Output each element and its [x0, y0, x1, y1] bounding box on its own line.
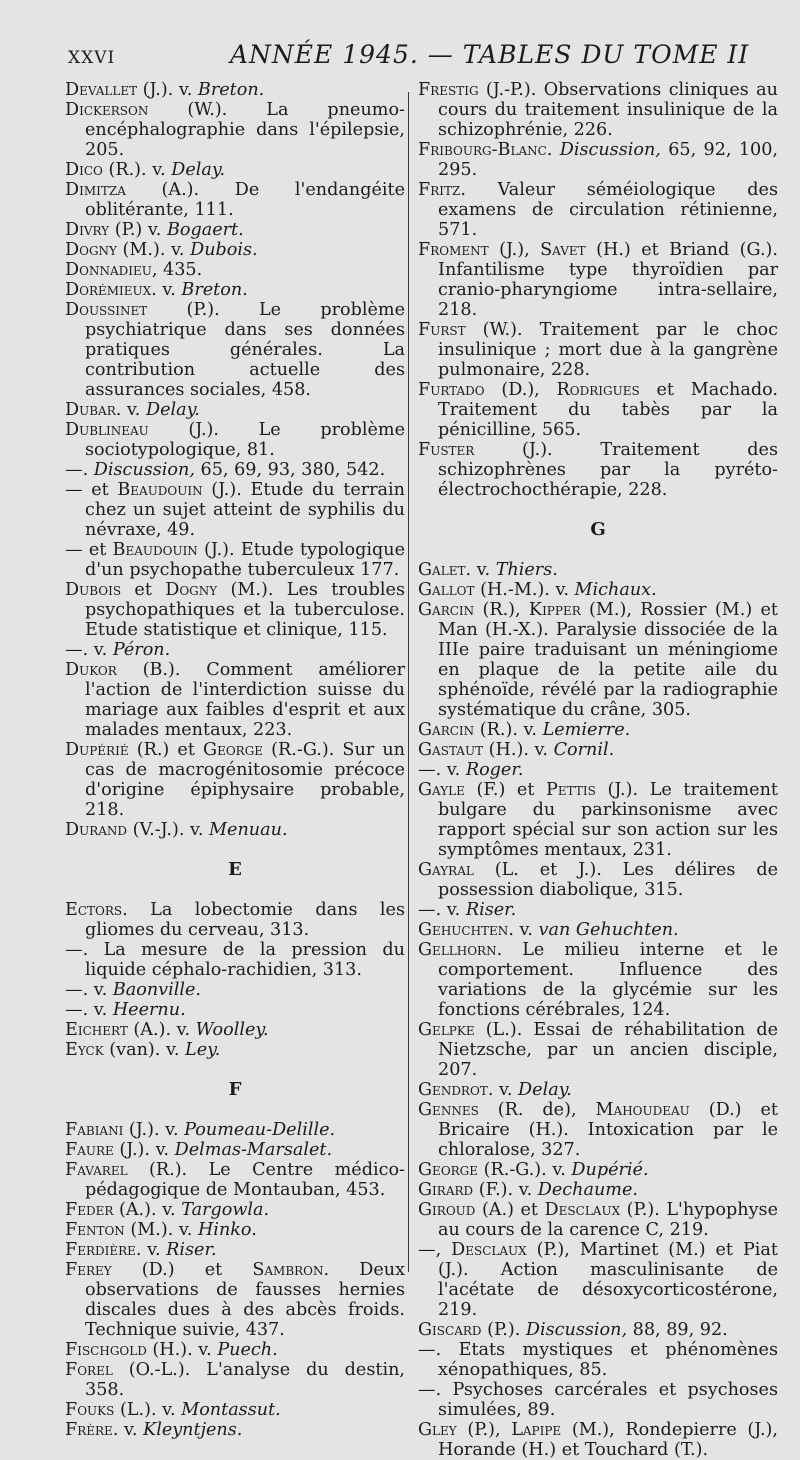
- coauthor-name: Rodrigues: [556, 380, 640, 400]
- author-name: Fuster: [418, 440, 475, 460]
- left-column: [65, 80, 405, 1440]
- index-entry: [418, 1160, 778, 1180]
- author-name: Ectors: [65, 900, 123, 920]
- cross-reference: Heernu.: [112, 1000, 186, 1020]
- cross-reference: Baonville.: [112, 980, 201, 1000]
- cross-reference: Menuau.: [209, 820, 288, 840]
- entry-text: . v.: [112, 1420, 144, 1440]
- author-name: Frère: [65, 1420, 113, 1440]
- index-entry: [418, 1340, 778, 1380]
- entry-text: (R.-G.). v.: [478, 1160, 572, 1180]
- cross-reference: Poumeau-Delille.: [184, 1120, 336, 1140]
- index-entry: [418, 1240, 778, 1320]
- index-entry: [418, 760, 778, 780]
- author-name: Dorémieux: [65, 280, 152, 300]
- cross-reference: Woolley.: [195, 1020, 269, 1040]
- section-letter: G: [590, 519, 606, 540]
- author-name: Fischgold: [65, 1340, 147, 1360]
- author-name: Eyck: [65, 1040, 104, 1060]
- entry-text: (J.). v.: [137, 80, 198, 100]
- index-entry: [418, 1100, 778, 1160]
- coauthor-name: Mahoudeau: [595, 1100, 690, 1120]
- entry-text: (A.). v.: [113, 1200, 182, 1220]
- cross-reference: Cornil.: [553, 740, 615, 760]
- index-entry: [65, 1340, 405, 1360]
- entry-text: (J.). Le traitement bulgare du parkinsonisme avec rapport spécial sur son action sur les symptômes mentaux, 231.: [438, 780, 778, 860]
- index-entry: [418, 560, 778, 580]
- index-entry: [65, 980, 405, 1000]
- index-entry: [65, 640, 405, 660]
- index-entry: [65, 240, 405, 260]
- index-entry: [418, 80, 778, 140]
- index-entry: [418, 180, 778, 240]
- cross-reference: Kleyntjens.: [143, 1420, 243, 1440]
- entry-text: (A.). v.: [127, 1020, 196, 1040]
- author-name: Furtado: [418, 380, 485, 400]
- index-entry: [65, 1260, 405, 1340]
- entry-text: et Machado. Traitement du tabès par la pénicilline, 565.: [438, 380, 779, 440]
- index-entry: [65, 220, 405, 240]
- cross-reference: Breton.: [181, 280, 248, 300]
- cross-reference: Lemierre.: [542, 720, 631, 740]
- author-name: George: [418, 1160, 479, 1180]
- entry-text: (van). v.: [103, 1040, 186, 1060]
- author-name: Devallet: [65, 80, 138, 100]
- index-entry: [418, 1080, 778, 1100]
- entry-text: . v.: [487, 1080, 519, 1100]
- author-name: Fritz: [418, 180, 461, 200]
- index-entry: [418, 1180, 778, 1200]
- author-name: Favarel: [65, 1160, 128, 1180]
- entry-text: (W.). La pneumo-encéphalographie dans l'épilepsie, 205.: [85, 100, 405, 160]
- cross-reference: Discussion,: [559, 140, 661, 160]
- cross-reference: Discussion,: [93, 460, 195, 480]
- entry-text: (R. de),: [478, 1100, 596, 1120]
- entry-text: (P.). L'hypophyse au cours de la carence C, 219.: [438, 1200, 778, 1240]
- index-entry: [65, 1400, 405, 1420]
- index-entry: [65, 1140, 405, 1160]
- author-name: Donnadieu: [65, 260, 152, 280]
- entry-text: —.: [65, 460, 94, 480]
- cross-reference: Ley.: [185, 1040, 221, 1060]
- coauthor-name: Beaudouin: [117, 480, 203, 500]
- author-name: Eichert: [65, 1020, 128, 1040]
- entry-text: (P.) v.: [109, 220, 167, 240]
- entry-text: , 435.: [151, 260, 203, 280]
- entry-text: —,: [418, 1240, 452, 1260]
- index-entry: [65, 660, 405, 740]
- entry-text: (D.) et Bricaire (H.). Intoxication par le chloralose, 327.: [438, 1100, 778, 1160]
- entry-text: (F.). v.: [473, 1180, 538, 1200]
- author-name: Dimitza: [65, 180, 126, 200]
- entry-text: (B.). Comment améliorer l'action de l'interdiction suisse du mariage aux faibles d'esprit et aux malades mentaux, 223.: [85, 660, 405, 740]
- entry-text: . v.: [508, 920, 539, 940]
- entry-text: —. v.: [65, 640, 113, 660]
- entry-text: (R.). Le Centre médico-pédagogique de Montauban, 453.: [85, 1160, 405, 1200]
- entry-text: . La lobectomie dans les gliomes du cerveau, 313.: [85, 900, 405, 940]
- author-name: Gehuchten: [418, 920, 509, 940]
- entry-text: (J.),: [488, 240, 541, 260]
- running-title: ANNÉE 1945. — TABLES DU TOME II: [230, 40, 750, 69]
- index-entry: [65, 260, 405, 280]
- entry-text: (J.). Etude typologique d'un psychopathe tuberculeux 177.: [85, 540, 405, 580]
- entry-text: (R.) et: [128, 740, 204, 760]
- coauthor-name: Sambron: [252, 1260, 324, 1280]
- entry-text: (H.-M.). v.: [474, 580, 575, 600]
- entry-text: (D.),: [484, 380, 557, 400]
- index-entry: [418, 1200, 778, 1240]
- entry-text: . v.: [465, 560, 496, 580]
- entry-text: (D.) et: [111, 1260, 253, 1280]
- index-entry: [65, 300, 405, 400]
- cross-reference: Thiers.: [495, 560, 558, 580]
- entry-text: 88, 89, 92.: [627, 1320, 728, 1340]
- entry-text: (F.) et: [464, 780, 547, 800]
- index-entry: [65, 80, 405, 100]
- author-name: Gayral: [418, 860, 474, 880]
- author-name: Durand: [65, 820, 128, 840]
- coauthor-name: Pettis: [546, 780, 596, 800]
- cross-reference: Roger.: [465, 760, 524, 780]
- cross-reference: Delmas-Marsalet.: [174, 1140, 333, 1160]
- entry-text: . v.: [151, 280, 182, 300]
- index-entry: [418, 940, 778, 1020]
- cross-reference: Discussion,: [525, 1320, 628, 1340]
- index-entry: [65, 580, 405, 640]
- cross-reference: Riser.: [465, 900, 517, 920]
- author-name: Garcin: [418, 600, 475, 620]
- entry-text: (L. et J.). Les délires de possession diabolique, 315.: [438, 860, 778, 900]
- coauthor-name: Savet: [540, 240, 586, 260]
- coauthor-name: Dogny: [165, 580, 218, 600]
- author-name: Ferey: [65, 1260, 112, 1280]
- index-entry: [65, 1000, 405, 1020]
- author-name: Gennes: [418, 1100, 479, 1120]
- author-name: Gelpke: [418, 1020, 475, 1040]
- index-entry: [65, 1040, 405, 1060]
- coauthor-name: Desclaux: [451, 1240, 527, 1260]
- author-name: Froment: [418, 240, 489, 260]
- author-name: Girard: [418, 1180, 474, 1200]
- entry-text: (H.). v.: [483, 740, 554, 760]
- entry-text: —. v.: [418, 900, 466, 920]
- index-entry: [65, 1420, 405, 1440]
- entry-text: (H.) et Briand (G.). Infantilisme type thyroïdien par cranio-pharyngiome intra-sellaire, 218.: [438, 240, 778, 320]
- entry-text: (M.). v.: [116, 240, 191, 260]
- entry-text: (J.). v.: [123, 1120, 185, 1140]
- cross-reference: Delay.: [171, 160, 226, 180]
- index-entry: [418, 380, 778, 440]
- entry-text: (P.).: [481, 1320, 526, 1340]
- entry-text: . Deux observations de fausses hernies discales dues à des abcès froids. Technique suivie, 437.: [85, 1260, 405, 1340]
- entry-text: (V.-J.). v.: [127, 820, 210, 840]
- index-entry: [418, 600, 778, 720]
- author-name: Divry: [65, 220, 110, 240]
- index-entry: [418, 140, 778, 180]
- cross-reference: Bogaert.: [166, 220, 244, 240]
- right-column: [418, 80, 778, 1460]
- author-name: Fribourg-Blanc: [418, 140, 547, 160]
- author-name: Dico: [65, 160, 103, 180]
- index-entry: [65, 1220, 405, 1240]
- index-entry: [65, 1120, 405, 1140]
- index-entry: [418, 240, 778, 320]
- entry-text: (R.),: [474, 600, 529, 620]
- index-entry: [65, 1200, 405, 1220]
- author-name: Dogny: [65, 240, 117, 260]
- author-name: Doussinet: [65, 300, 148, 320]
- author-name: Dubar: [65, 400, 116, 420]
- entry-text: — et: [65, 540, 113, 560]
- entry-text: —. v.: [65, 980, 113, 1000]
- entry-text: . v.: [115, 400, 146, 420]
- entry-text: (M.). v.: [124, 1220, 198, 1240]
- author-name: Gendrot: [418, 1080, 488, 1100]
- index-entry: [65, 900, 405, 940]
- entry-text: —. Etats mystiques et phénomènes xénopathiques, 85.: [418, 1340, 778, 1380]
- entry-text: (R.). v.: [474, 720, 543, 740]
- coauthor-name: Beaudouin: [112, 540, 198, 560]
- author-name: Gastaut: [418, 740, 484, 760]
- section-letter: F: [228, 1079, 242, 1100]
- index-entry: [65, 540, 405, 580]
- index-entry: [418, 780, 778, 860]
- author-name: Dukor: [65, 660, 117, 680]
- index-entry: [418, 1420, 778, 1460]
- index-entry: [418, 740, 778, 760]
- index-entry: [418, 900, 778, 920]
- index-entry: [65, 280, 405, 300]
- entry-text: (L.). v.: [114, 1400, 182, 1420]
- index-entry: [418, 580, 778, 600]
- entry-text: . Valeur séméiologique des examens de circulation rétinienne, 571.: [438, 180, 778, 240]
- entry-text: (W.). Traitement par le choc insulinique ; mort due à la gangrène pulmonaire, 228.: [438, 320, 778, 380]
- author-name: Gellhorn: [418, 940, 497, 960]
- entry-text: (J.). Traitement des schizophrènes par la pyréto-électrochocthérapie, 228.: [438, 440, 778, 500]
- entry-text: et: [121, 580, 166, 600]
- index-entry: [418, 720, 778, 740]
- entry-text: . v.: [135, 1240, 167, 1260]
- entry-text: (M.), Rondepierre (J.), Horande (H.) et Touchard (T.).: [438, 1420, 779, 1460]
- entry-text: (J.). v.: [113, 1140, 175, 1160]
- author-name: Ferdière: [65, 1240, 136, 1260]
- coauthor-name: Desclaux: [544, 1200, 621, 1220]
- entry-text: —. v.: [65, 1000, 113, 1020]
- coauthor-name: Lapipe: [511, 1420, 562, 1440]
- cross-reference: Michaux.: [574, 580, 657, 600]
- cross-reference: Breton.: [197, 80, 265, 100]
- entry-text: (P.),: [456, 1420, 512, 1440]
- index-entry: [65, 1240, 405, 1260]
- index-entry: [65, 460, 405, 480]
- author-name: Fabiani: [65, 1120, 124, 1140]
- index-entry: [65, 100, 405, 160]
- entry-text: (M.). Les troubles psychopathiques et la tuberculose. Etude statistique et clinique, 115.: [85, 580, 405, 640]
- entry-text: —. La mesure de la pression du liquide céphalo-rachidien, 313.: [65, 940, 405, 980]
- author-name: Gallot: [418, 580, 475, 600]
- cross-reference: Montassut.: [181, 1400, 281, 1420]
- coauthor-name: Kipper: [528, 600, 581, 620]
- index-entry: [65, 820, 405, 840]
- author-name: Forel: [65, 1360, 113, 1380]
- index-entry: [418, 320, 778, 380]
- index-entry: [418, 440, 778, 500]
- entry-text: (R.-G.). Sur un cas de macrogénitosomie précoce d'origine épiphysaire probable, 218.: [85, 740, 406, 820]
- cross-reference: Hinko.: [197, 1220, 257, 1240]
- author-name: Frestig: [418, 80, 479, 100]
- entry-text: 65, 92, 100, 295.: [438, 140, 778, 180]
- author-name: Gayle: [418, 780, 465, 800]
- column-divider: [408, 92, 409, 1272]
- index-entry: [418, 1020, 778, 1080]
- entry-text: (H.). v.: [146, 1340, 218, 1360]
- index-entry: [418, 1380, 778, 1420]
- entry-text: —. v.: [418, 760, 466, 780]
- entry-text: (A.) et: [475, 1200, 545, 1220]
- index-entry: [65, 740, 405, 820]
- section-letter: E: [228, 859, 242, 880]
- index-entry: [65, 160, 405, 180]
- cross-reference: Delay.: [518, 1080, 572, 1100]
- page-header: [50, 40, 770, 70]
- author-name: Dubois: [65, 580, 122, 600]
- cross-reference: Targowla.: [181, 1200, 270, 1220]
- index-entry: [65, 1160, 405, 1200]
- cross-reference: Puech.: [217, 1340, 278, 1360]
- author-name: Faure: [65, 1140, 114, 1160]
- cross-reference: Dubois.: [190, 240, 258, 260]
- index-entry: [65, 480, 405, 540]
- entry-text: (O.-L.). L'analyse du destin, 358.: [85, 1360, 405, 1400]
- author-name: Fenton: [65, 1220, 125, 1240]
- author-name: Giroud: [418, 1200, 476, 1220]
- entry-text: (J.). Le problème sociotypologique, 81.: [85, 420, 405, 460]
- index-entry: [418, 1320, 778, 1340]
- author-name: Garcin: [418, 720, 475, 740]
- cross-reference: Dupérié.: [571, 1160, 649, 1180]
- author-name: Dupérié: [65, 740, 129, 760]
- index-entry: [65, 940, 405, 980]
- cross-reference: van Gehuchten.: [538, 920, 679, 940]
- entry-text: (L.). Essai de réhabilitation de Nietzsche, par un ancien disciple, 207.: [438, 1020, 778, 1080]
- author-name: Furst: [418, 320, 466, 340]
- index-entry: [65, 1360, 405, 1400]
- entry-text: — et: [65, 480, 118, 500]
- entry-text: (P.), Martinet (M.) et Piat (J.). Action masculinisante de l'acétate de désoxycorticostérone, 219.: [438, 1240, 778, 1320]
- index-entry: [65, 180, 405, 220]
- author-name: Dickerson: [65, 100, 149, 120]
- author-name: Fouks: [65, 1400, 115, 1420]
- entry-text: . Le milieu interne et le comportement. Influence des variations de la glycémie sur les fonctions cérébrales, 124.: [438, 940, 778, 1020]
- entry-text: —. Psychoses carcérales et psychoses simulées, 89.: [418, 1380, 778, 1420]
- cross-reference: Delay.: [145, 400, 200, 420]
- author-name: Dublineau: [65, 420, 149, 440]
- coauthor-name: George: [203, 740, 264, 760]
- index-entry: [65, 1020, 405, 1040]
- entry-text: .: [546, 140, 560, 160]
- index-entry: [65, 420, 405, 460]
- entry-text: (J.). Etude du terrain chez un sujet atteint de syphilis du névraxe, 49.: [85, 480, 406, 540]
- entry-text: 65, 69, 93, 380, 542.: [194, 460, 386, 480]
- cross-reference: Dechaume.: [537, 1180, 638, 1200]
- entry-text: (P.). Le problème psychiatrique dans ses données pratiques générales. La contribution actuelle des assurances sociales, 458.: [85, 300, 405, 400]
- cross-reference: Péron.: [112, 640, 171, 660]
- author-name: Feder: [65, 1200, 114, 1220]
- author-name: Giscard: [418, 1320, 482, 1340]
- author-name: Gley: [418, 1420, 457, 1440]
- index-entry: [65, 400, 405, 420]
- index-entry: [418, 860, 778, 900]
- index-entry: [418, 920, 778, 940]
- author-name: Galet: [418, 560, 466, 580]
- cross-reference: Riser.: [166, 1240, 217, 1260]
- entry-text: (R.). v.: [102, 160, 172, 180]
- entry-text: (M.), Rossier (M.) et Man (H.-X.). Paralysie dissociée de la IIIe paire traduisant un méningiome en plaque de la petite aile du sphénoïde, révélé par la radiographie systématique du crâne, 305.: [438, 600, 778, 720]
- page-number: XXVI: [68, 48, 116, 68]
- entry-text: (A.). De l'endangéite oblitérante, 111.: [85, 180, 405, 220]
- entry-text: (J.-P.). Observations cliniques au cours du traitement insulinique de la schizophrénie, 226.: [438, 80, 778, 140]
